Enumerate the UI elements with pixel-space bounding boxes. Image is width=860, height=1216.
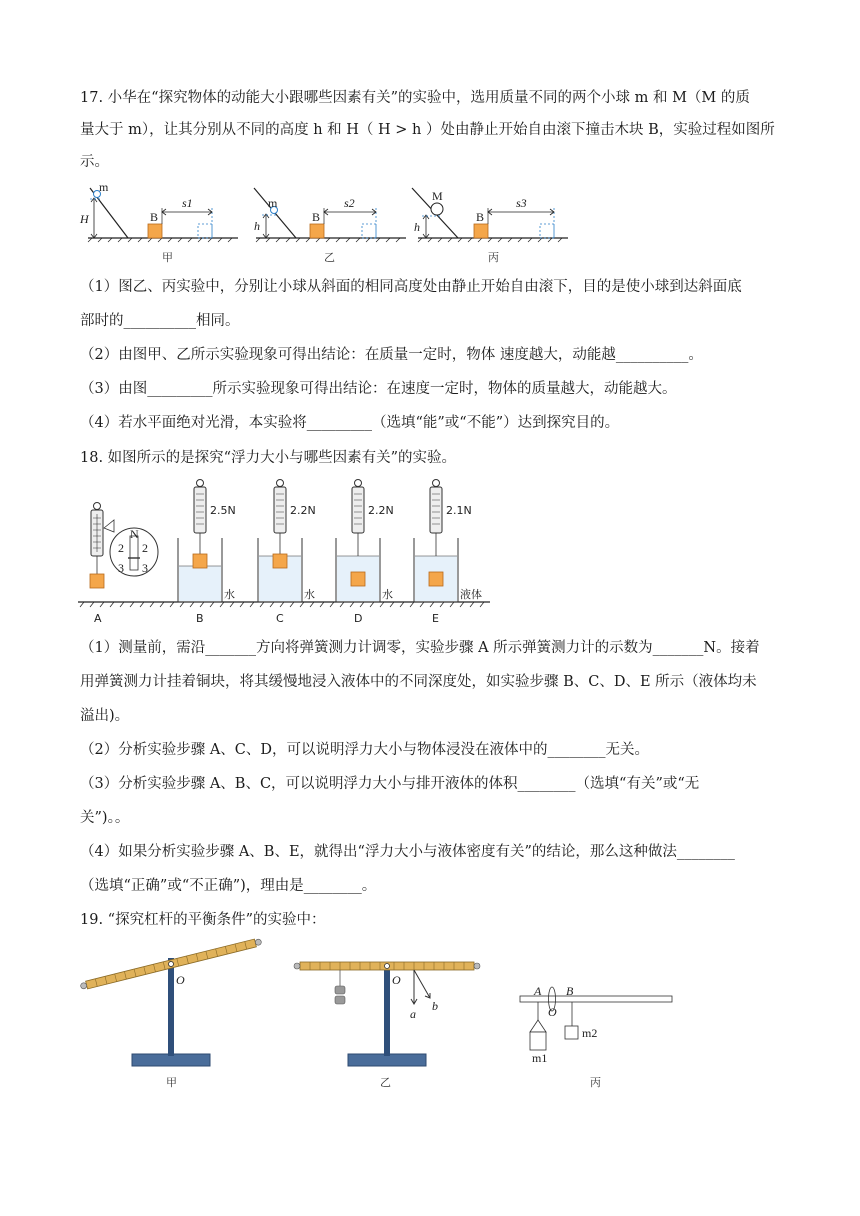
q17-panel-yi [254,188,406,264]
q19-m2-label: m2 [582,1026,598,1040]
block-b-icon [148,224,162,238]
q18-part4-line1: （4）如果分析实验步骤 A、B、E，就得出“浮力大小与液体密度有关”的结论，那么这种做法________ [80,844,735,860]
q17-block-label-2: B [312,210,321,224]
block-b-icon [310,224,324,238]
q18-liquid-b: 水 [224,588,235,601]
q18-part1-line3: 溢出)。 [80,708,130,724]
q17-part1-line2: 部时的__________相同。 [80,313,240,329]
q19-pivot-label-bing: O [548,1005,557,1019]
q19-lever-yi [294,962,480,1089]
q19-force-a-label: a [410,1007,416,1021]
q17-part4: （4）若水平面绝对光滑，本实验将_________（选填“能”或“不能”）达到探究目的。 [80,415,620,431]
q18-liquid-d: 水 [382,588,393,601]
q18-step-label-b: B [196,612,204,625]
q18-part1-line2: 用弹簧测力计挂着铜块，将其缓慢地浸入液体中的不同深度处，如实验步骤 B、C、D、E 所示（液体均未 [80,674,757,690]
dial-unit: N [130,527,139,541]
q18-figure [78,476,498,626]
q17-height-label-2: h [254,219,260,233]
weight-icon [335,986,345,994]
q18-step-b [178,480,236,626]
q17-caption-jia: 甲 [162,251,173,264]
block-b-icon [474,224,488,238]
q18-step-label-d: D [354,612,363,625]
q18-step-label-c: C [276,612,284,625]
lever-stand-icon [168,958,174,1056]
weight-icon [335,996,345,1004]
q17-ball-label-2: m [268,196,278,210]
q17-part3: （3）由图_________所示实验现象可得出结论：在速度一定时，物体的质量越大，动能越大。 [80,381,677,397]
q18-reading-d: 2.2N [368,504,394,517]
q17-caption-yi: 乙 [324,251,335,264]
q17-part2: （2）由图甲、乙所示实验现象可得出结论：在质量一定时，物体 速度越大，动能越__________。 [80,347,703,363]
q17-block-label-1: B [150,210,159,224]
q17-figure [78,180,578,268]
q19-point-b-label: B [566,984,574,998]
q17-text-line2: 量大于 m），让其分别从不同的高度 h 和 H（ H > h ）处由静止开始自由滚下撞击木块 B，实验过程如图所 [80,122,775,138]
q17-part1-line1: （1）图乙、丙实验中，分别让小球从斜面的相同高度处由静止开始自由滚下，目的是使小球到达斜面底 [80,279,742,295]
q19-text-line1: 19. “探究杠杆的平衡条件”的实验中： [80,912,326,928]
q18-part1-line1: （1）测量前，需沿_______方向将弹簧测力计调零，实验步骤 A 所示弹簧测力计的示数为_______N。接着 [80,640,760,656]
q18-text-line1: 18. 如图所示的是探究“浮力大小与哪些因素有关”的实验。 [80,450,456,466]
q17-text-line3: 示。 [80,154,109,170]
q19-caption-jia: 甲 [166,1076,177,1089]
q17-panel-jia [79,180,238,264]
q17-dist-label-3: s3 [516,196,527,210]
q19-point-a-label: A [534,984,542,998]
q18-step-label-e: E [432,612,439,625]
q17-dist-label-1: s1 [182,196,193,210]
q17-dist-label-2: s2 [344,196,355,210]
q19-caption-yi: 乙 [380,1076,391,1089]
q19-figure [78,936,678,1096]
q17-caption-bing: 丙 [488,251,499,264]
q18-liquid-e: 液体 [460,588,482,601]
dial-mark-3-right: 3 [142,561,148,575]
q19-lever-jia [80,938,262,1089]
q18-part2: （2）分析实验步骤 A、C、D，可以说明浮力大小与物体浸没在液体中的________无关。 [80,742,650,758]
dial-mark-3-left: 3 [118,561,124,575]
q17-block-label-3: B [476,210,485,224]
q19-lever-bing [520,984,672,1089]
q17-ball-label-3: M [432,189,443,203]
q18-reading-b: 2.5N [210,504,236,517]
dial-mark-2-left: 2 [118,541,124,555]
dial-mark-2-right: 2 [142,541,148,555]
q18-part3-line1: （3）分析实验步骤 A、B、C，可以说明浮力大小与排开液体的体积________（选填“有关”或“无 [80,776,700,792]
q18-step-label-a: A [94,612,102,625]
q17-ball-label-1: m [99,180,109,194]
q18-part3-line2: 关”)。。 [80,810,130,826]
q19-caption-bing: 丙 [590,1076,601,1089]
mass-m1-icon [530,1032,546,1050]
q18-reading-e: 2.1N [446,504,472,517]
q17-panel-bing [412,188,568,264]
q18-part4-line2: （选填“正确”或“不正确”)，理由是________。 [80,878,377,894]
q18-step-d [336,480,394,626]
q19-pivot-label-jia: O [176,973,185,987]
q19-pivot-label-yi: O [392,973,401,987]
q18-reading-c: 2.2N [290,504,316,517]
q19-m1-label: m1 [532,1051,548,1065]
copper-block-icon [90,574,104,588]
q19-force-b-label: b [432,999,438,1013]
q17-height-label-3: h [414,220,420,234]
q18-step-e [414,480,482,626]
lever-bar-icon [520,996,672,1002]
q17-height-label-1: H [80,212,89,226]
ball-big-m-icon [431,203,443,215]
mass-m2-icon [565,1026,578,1039]
q17-text-line1: 17. 小华在“探究物体的动能大小跟哪些因素有关”的实验中，选用质量不同的两个小球 m 和 M（M 的质 [80,90,750,106]
q18-step-c [258,480,316,626]
q18-liquid-c: 水 [304,588,315,601]
